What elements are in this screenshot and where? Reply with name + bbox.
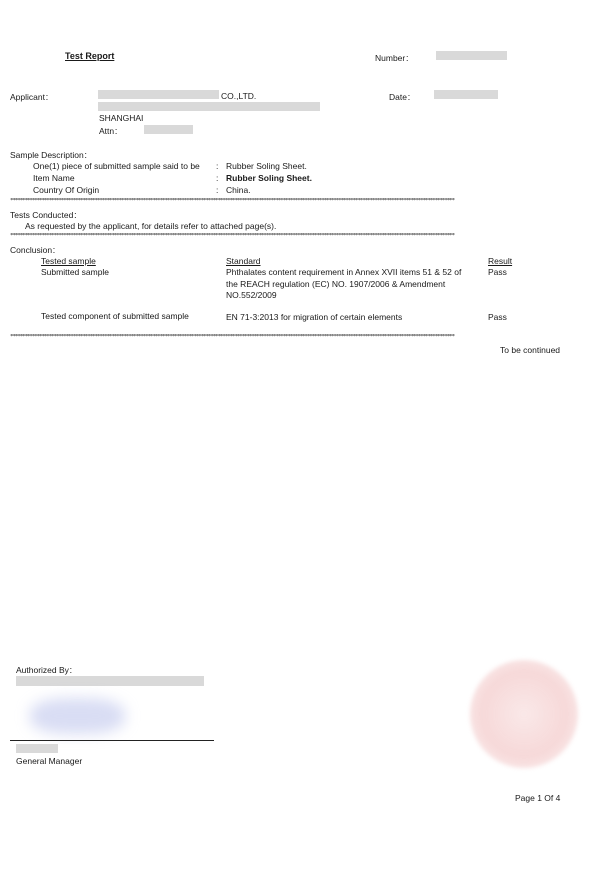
sample-row-value: Rubber Soling Sheet.: [226, 161, 307, 171]
item-name-colon: :: [216, 173, 219, 183]
to-be-continued: To be continued: [500, 345, 561, 355]
report-title: Test Report: [65, 51, 115, 61]
separator-line: ****************************************************************************************************************************************************************************************: [10, 233, 454, 238]
attn-label: Attn：: [99, 126, 123, 136]
applicant-city: SHANGHAI: [99, 113, 144, 123]
sample-row-colon: :: [216, 161, 219, 171]
conclusion-heading: Conclusion：: [10, 245, 61, 255]
signature-line: [10, 740, 214, 741]
company-stamp: [470, 660, 578, 768]
table-row-result: Pass: [488, 312, 507, 322]
separator-line: ****************************************************************************************************************************************************************************************: [10, 334, 454, 339]
tests-conducted-heading: Tests Conducted：: [10, 210, 82, 220]
separator-line: ****************************************************************************************************************************************************************************************: [10, 198, 454, 203]
column-header-tested-sample: Tested sample: [41, 256, 96, 266]
country-value: China.: [226, 185, 251, 195]
redacted-date: [434, 90, 498, 99]
table-row-standard: Phthalates content requirement in Annex XVII items 51 & 52 of the REACH regulation (EC) NO. 1907/2006 & Amendment NO.552/2009: [226, 267, 462, 300]
applicant-label: Applicant：: [10, 92, 54, 102]
item-name-value: Rubber Soling Sheet.: [226, 173, 312, 183]
page-number: Page 1 Of 4: [515, 793, 561, 803]
sample-row-label: One(1) piece of submitted sample said to be: [33, 161, 200, 171]
redacted-report-number: [436, 51, 507, 60]
redacted-applicant-name: [98, 90, 219, 99]
redacted-applicant-address: [98, 102, 320, 111]
redacted-signatory-name: [16, 744, 58, 753]
sample-description-heading: Sample Description：: [10, 150, 93, 160]
table-row-result: Pass: [488, 267, 507, 277]
country-colon: :: [216, 185, 219, 195]
item-name-label: Item Name: [33, 173, 75, 183]
column-header-standard: Standard: [226, 256, 261, 266]
table-row-sample: Tested component of submitted sample: [41, 311, 189, 321]
table-row-sample: Submitted sample: [41, 267, 110, 277]
authorized-by-label: Authorized By：: [16, 665, 78, 675]
country-label: Country Of Origin: [33, 185, 100, 195]
tests-conducted-text: As requested by the applicant, for details refer to attached page(s).: [25, 221, 277, 231]
redacted-company-name: [16, 676, 204, 686]
signature-image: [30, 698, 125, 734]
column-header-result: Result: [488, 256, 513, 266]
number-label: Number：: [375, 53, 414, 63]
signatory-position: General Manager: [16, 756, 83, 766]
date-label: Date：: [389, 92, 416, 102]
applicant-company-suffix: CO.,LTD.: [221, 91, 257, 101]
table-row-standard: EN 71-3:2013 for migration of certain elements: [226, 312, 403, 322]
redacted-attn-name: [144, 125, 193, 134]
